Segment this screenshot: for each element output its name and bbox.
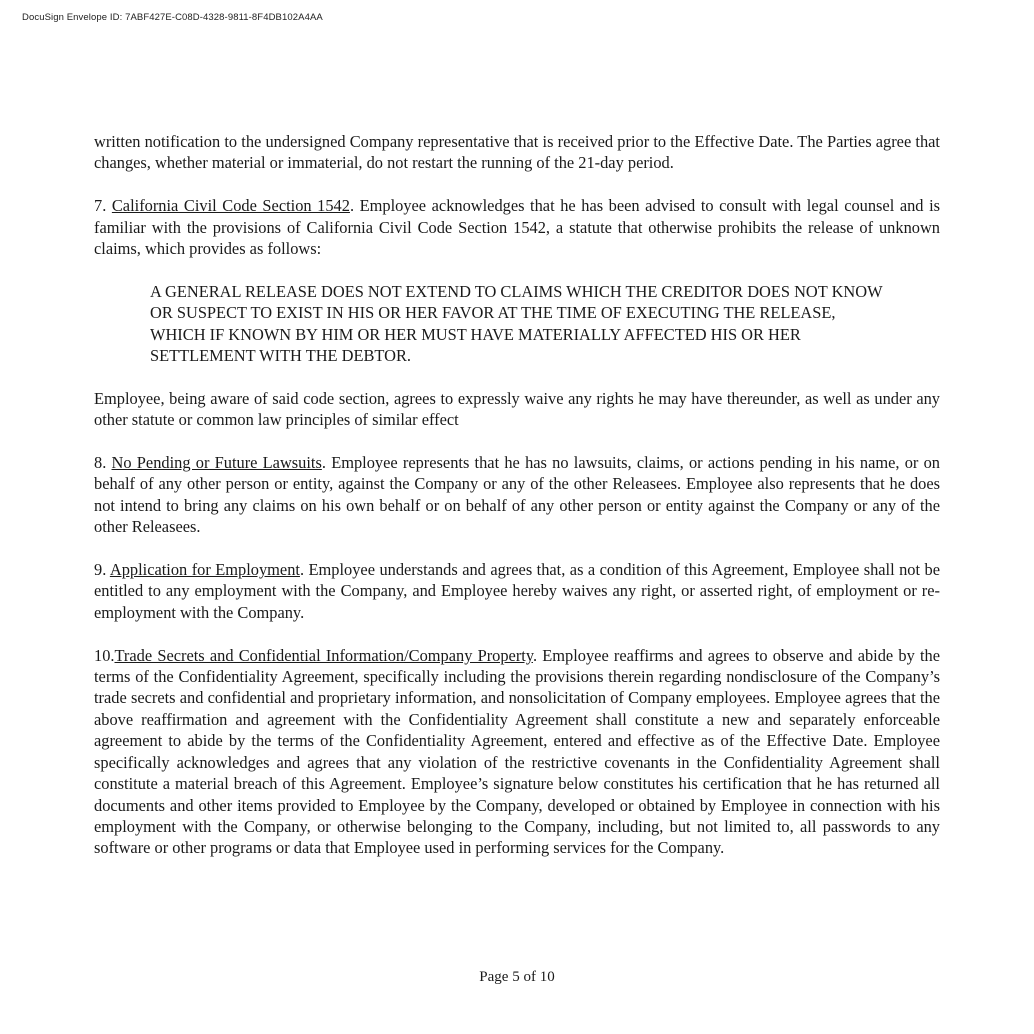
section-7 [94, 195, 940, 259]
docusign-envelope-id: DocuSign Envelope ID: 7ABF427E-C08D-4328-9811-8F4DB102A4AA [22, 12, 323, 23]
section-10-body: . Employee reaffirms and agrees to observe and abide by the terms of the Confidentiality Agreement, specifically including the provisions therein regarding nondisclosure of the Company’s trade secrets and confidential and proprietary information, and nonsolicitation of Company employees. Employee agrees that the above reaffirmation and agreement with the Confidentiality Agreement shall constitute a new and separately enforceable agreement to abide by the terms of the Confidentiality Agreement, entered and effective as of the Effective Date. Employee specifically acknowledges and agrees that any violation of the restrictive covenants in the Confidentiality Agreement shall constitute a material breach of this Agreement. Employee’s signature below constitutes his certification that he has returned all documents and other items provided to Employee by the Company, developed or obtained by Employee in connection with his employment with the Company, or otherwise belonging to the Company, including, but not limited to, all passwords to any software or other programs or data that Employee used in performing services for the Company. [94, 645, 940, 858]
section-7-followup: Employee, being aware of said code section, agrees to expressly waive any rights he may have thereunder, as well as under any other statute or common law principles of similar effect [94, 388, 940, 430]
section-7-quote: A GENERAL RELEASE DOES NOT EXTEND TO CLAIMS WHICH THE CREDITOR DOES NOT KNOW OR SUSPECT TO EXIST IN HIS OR HER FAVOR AT THE TIME OF EXECUTING THE RELEASE, WHICH IF KNOWN BY HIM OR HER MUST HAVE MATERIALLY AFFECTED HIS OR HER SETTLEMENT WITH THE DEBTOR. [150, 281, 883, 366]
section-9-body: . Employee understands and agrees that, as a condition of this Agreement, Employee shall not be entitled to any employment with the Company, and Employee hereby waives any right, or asserted right, of employment or re-employment with the Company. [94, 560, 940, 622]
section-8-heading: No Pending or Future Lawsuits [111, 453, 322, 473]
section-9 [94, 559, 940, 623]
section-8-number: 8. [94, 453, 112, 473]
section-7-body: . Employee acknowledges that he has been advised to consult with legal counsel and is familiar with the provisions of California Civil Code Section 1542, a statute that otherwise prohibits the release of unknown claims, which provides as follows: [94, 196, 940, 259]
section-8-body: . Employee represents that he has no lawsuits, claims, or actions pending in his name, or on behalf of any other person or entity, against the Company or any of the other Releasees. Employee also represents that he does not intend to bring any claims on his own behalf or on behalf of any other person or entity against the Company or any of the other Releasees. [94, 453, 940, 537]
section-8 [94, 452, 940, 538]
section-9-number: 9. [94, 560, 110, 580]
section-7-heading: California Civil Code Section 1542 [111, 196, 350, 216]
section-7-number: 7. [94, 196, 112, 216]
section-10-number: 10. [94, 645, 115, 665]
document-body [94, 131, 940, 880]
section-10-heading: Trade Secrets and Confidential Information/Company Property [114, 645, 533, 665]
section-9-heading: Application for Employment [109, 560, 300, 580]
intro-paragraph: written notification to the undersigned Company representative that is received prior to the Effective Date. The Parties agree that changes, whether material or immaterial, do not restart the running of the 21-day period. [94, 132, 940, 173]
page-number: Page 5 of 10 [479, 969, 555, 985]
section-10 [94, 645, 940, 859]
